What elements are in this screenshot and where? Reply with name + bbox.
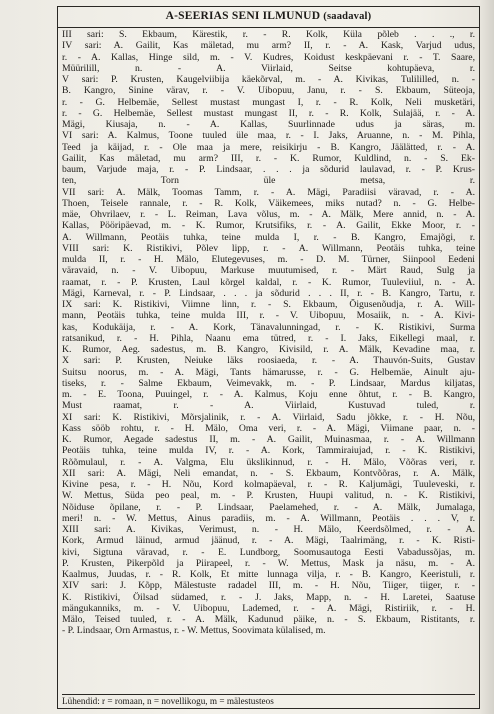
catalog-line: Mägi, Karneval, r. - P. Lindsaar, . . . ja sõdurid . . . II, r. - B. Kangro, Tartu, r.: [62, 287, 475, 299]
catalog-line: Gailit, Kas mäletad, mu arm? III, r. - K. Rumor, Kuldlind, n. - S. Ek-: [62, 152, 475, 164]
catalog-line: Kaalmus, Juudas, r. - R. Kolk, Et mitte lunnaga vilja, r. - B. Kangro, Keeristuli, r.: [62, 569, 475, 580]
catalog-line: baum, Varjude maja, r. - P. Lindsaar, . . . ja sõdurid laulavad, r. - P. Krus-: [62, 164, 475, 175]
catalog-line: r. - G. Helbemäe, Sellest mustast mungast II, r. - R. Kolk, Sulajää, r. - A.: [62, 107, 475, 119]
catalog-line: Peotäis tuhka, teine mulda IV, r. - A. Kork, Tammiraiujad, r. - K. Ristikivi,: [62, 445, 475, 457]
catalog-line: Teed ja käijad, r. - Ole maa ja mere, reisikirju - B. Kangro, Jäälätted, r. - A.: [62, 141, 475, 153]
heading-rule: [58, 27, 479, 28]
catalog-line: Müürilill, n. - A. Viirlaid, Seitse kohtupäeva, r.: [62, 62, 475, 74]
catalog-line: P. Krusten, Pikerpõld ja Piirapeel, r. - W. Mettus, Mask ja näsu, m. - A.: [62, 557, 475, 569]
catalog-line: - P. Lindsaar, Orn Armastus, r. - W. Mettus, Soovimata külalised, m.: [62, 625, 326, 637]
catalog-line: K. Rumor, Aeg. sadestus, m. B. Kangro, Kivisild, r. A. Mälk, Kevadine maa, r.: [62, 344, 475, 355]
catalog-body: [62, 29, 475, 637]
catalog-line: r. - A. Kallas, Hinge sild, m. - V. Kudres, Koidust keskpäevani r. - T. Saare,: [62, 51, 475, 63]
catalog-line: raamat, r. - P. Krusten, Laul kõrgel kaldal, r. - K. Rumor, Tuuleviiul, n. - A.: [62, 276, 475, 288]
catalog-line: meri! n. - W. Mettus, Ainus paradiis, m. - A. Willmann, Peotäis . . . V, r.: [62, 512, 475, 524]
catalog-line: IV sari: A. Gailit, Kas mäletad, mu arm? II, r. - A. Kask, Varjud udus,: [62, 40, 475, 52]
catalog-line: Kivine pesa, r. - H. Nõu, Kord kolmapäeval, r. - R. Kaljumägi, Tuuleveski, r.: [62, 479, 475, 490]
catalog-line: XIV sari: J. Kõpp, Mälestuste radadel III, m. - H. Nõu, Tiiger, tiiger, r. -: [62, 580, 475, 592]
catalog-line: Suitsu noorus, m. - A. Mägi, Tants hämarusse, r. - G. Helbemäe, Ainult aju-: [62, 366, 475, 378]
catalog-line: VIII sari: K. Ristikivi, Põlev lipp, r. - A. Willmann, Peotäis tuhka, teine: [62, 242, 475, 254]
catalog-line: IX sari: K. Ristikivi, Viimne linn, r. - S. Ekbaum, Õigusenõudja, r. A. Will-: [62, 299, 475, 310]
catalog-line: XI sari: K. Ristikivi, Mõrsjalinik, r. - A. Viirlaid, Sadu jõkke, r. - H. Nõu,: [62, 411, 475, 423]
catalog-line: Mägi, Kiusaja, n. - A. Kallas, Suurlinnade udus ja säras, m.: [62, 119, 475, 130]
catalog-line: mängukanniks, m. - V. Uibopuu, Lademed, r. - A. Mägi, Ristiriik, r. - H.: [62, 602, 475, 614]
catalog-line: väravaid, n. - V. Uibopuu, Markuse muutumised, r. - Märt Raud, Sulg ja: [62, 265, 475, 277]
catalog-line: ten, Torn üle metsa, r.: [62, 175, 475, 187]
heading-title: A-SEERIAS SENI ILMUNUD: [165, 10, 321, 22]
catalog-line: mann, Peotäis tuhka, teine mulda III, r. - V. Uibopuu, Mosaiik, n. - A. Kivi-: [62, 310, 475, 322]
catalog-line: Kallas, Pööripäevad, m. - K. Rumor, Krutsifiks, r. - A. Gailit, Ekke Moor, r. -: [62, 220, 475, 232]
catalog-line: III sari: S. Ekbaum, Kärestik, r. - R. Kolk, Küla põleb . . ., r.: [62, 29, 475, 40]
page-heading: [58, 10, 479, 22]
catalog-line: mulda II, r. - H. Mälo, Elutegevuses, m. - D. M. Türner, Siinpool Eedeni: [62, 254, 475, 265]
catalog-line: A. Willmann, Peotäis tuhka, teine mulda I, r. - B. Kangro, Emajõgi, r.: [62, 231, 475, 243]
catalog-line: Kass sööb rohtu, r. - H. Mälo, Oma veri, r. - A. Mägi, Viimane paar, n. -: [62, 422, 475, 434]
catalog-line: r. - G. Helbemäe, Sellest mustast mungast I, r. - R. Kolk, Neli musketäri,: [62, 96, 475, 108]
catalog-line: W. Mettus, Süda peo peal, m. - P. Krusten, Huupi valitud, n. - K. Ristikivi,: [62, 490, 475, 502]
catalog-line: XIII sari: A. Kivikas, Verimust, n. - H. Mälo, Keerdsõlmed, r. - A.: [62, 524, 475, 535]
catalog-line: mäe, Ohvrilaev, r. - L. Reiman, Lava võlus, m. - A. Mälk, Mere annid, n. - A.: [62, 209, 475, 220]
catalog-line: V sari: P. Krusten, Kaugelviibija käekõrval, m. - A. Kivikas, Tulililled, n. -: [62, 74, 475, 85]
catalog-line: Nõiduse õpilane, r. - P. Lindsaar, Paelamehed, r. - A. Mälk, Jumalaga,: [62, 501, 475, 513]
catalog-line: VII sari: A. Mälk, Toomas Tamm, r. - A. Mägi, Paradiisi väravad, r. - A.: [62, 186, 475, 198]
catalog-line: kas, Kodukäija, r. - A. Kork, Tänavalunningad, r. - K. Ristikivi, Surma: [62, 321, 475, 333]
catalog-line: Rõõmulaul, r. - A. Valgma, Elu ükslikinnud, r. - H. Mälo, Võõras veri, r.: [62, 456, 475, 468]
catalog-line: ratsanikud, r. - H. Pihla, Naanu ema tütred, r. - I. Jaks, Eikellegi maal, r.: [62, 332, 475, 344]
catalog-line: K. Ristikivi, Öilsad südamed, r. - J. Jaks, Mapp, n. - H. Laretei, Saatuse: [62, 591, 475, 603]
catalog-line: X sari: P. Krusten, Neiuke läks roosiaeda, r. - A. Thauvón-Suits, Gustav: [62, 355, 475, 367]
page-edge-shadow: [480, 0, 494, 714]
catalog-line: Mälo, Teised tuuled, r. - A. Mälk, Kadunud päike, n. - S. Ekbaum, Ristitants, r.: [62, 614, 475, 625]
catalog-line: kivi, Sigtuna väravad, r. - E. Lundborg, Soomusautoga Eesti Vabadussõjas, m.: [62, 546, 475, 558]
catalog-line: Thoen, Teisele rannale, r. - R. Kolk, Väikemees, miks nutad? n. - G. Helbe-: [62, 197, 475, 209]
catalog-line: m. - E. Toona, Puuingel, r. - A. Kalmus, Koju enne õhtut, r. - B. Kangro,: [62, 389, 475, 400]
catalog-line: XII sari: A. Mägi, Neli emandat, n. - S. Ekbaum, Kontvõõras, r. A. Mälk,: [62, 467, 475, 479]
catalog-line: K. Rumor, Aegade sadestus II, m. - A. Gailit, Muinasmaa, r. - A. Willmann: [62, 434, 475, 445]
catalog-line: Must raamat, r. - A. Viirlaid, Kustuvad tuled, r.: [62, 400, 475, 412]
text-frame: [57, 6, 480, 709]
catalog-line: VI sari: A. Kalmus, Toone tuuled üle maa, r. - I. Jaks, Aruanne, n. - M. Pihla,: [62, 130, 475, 142]
catalog-line: B. Kangro, Sinine värav, r. - V. Uibopuu, Janu, r. - S. Ekbaum, Süteoja,: [62, 85, 475, 97]
catalog-line: Kork, Armud läinud, armud jäänud, r. - A. Mägi, Taalrimäng, r. - K. Risti-: [62, 535, 475, 547]
catalog-line: tiseks, r. - Salme Ekbaum, Veimevakk, m. - P. Lindsaar, Mardus kiljatas,: [62, 377, 475, 389]
abbreviations-footer: Lühendid: r = romaan, n = novellikogu, m = mälestusteos: [62, 694, 475, 706]
heading-subtitle: (saadaval): [323, 11, 372, 22]
